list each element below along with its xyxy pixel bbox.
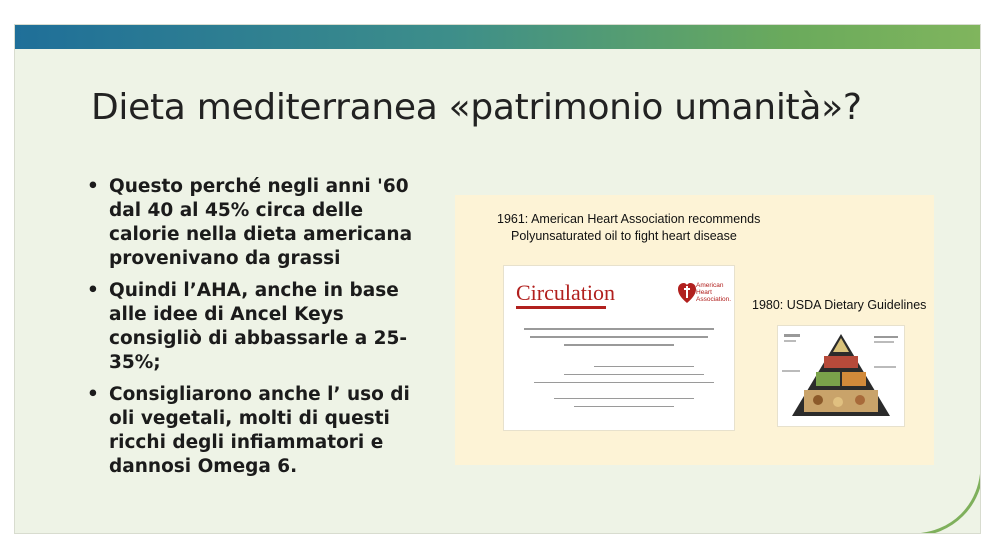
slide-title: Dieta mediterranea «patrimonio umanità»?: [91, 87, 862, 128]
bullet-text: Quindi l’AHA, anche in base alle idee di Ancel Keys consigliò di abbassarle a 25-35%;: [109, 280, 408, 373]
paper-text-line: [554, 398, 694, 399]
paper-text-line: [564, 344, 674, 346]
food-pyramid-icon: [778, 326, 904, 426]
bullet-item: [87, 383, 437, 479]
paper-text-line: [594, 366, 694, 367]
aha-caption-line: Polyunsaturated oil to fight heart disease: [511, 229, 737, 243]
aha-caption-line: 1961: American Heart Association recommends: [497, 212, 761, 226]
bullet-icon: •: [87, 384, 99, 405]
paper-text-line: [534, 382, 714, 383]
bullet-text: Consigliarono anche l’ uso di oli vegetali, molti di questi ricchi degli infiammatori e dannosi Omega 6.: [109, 384, 410, 477]
aha-caption: [497, 211, 817, 245]
slide: [14, 24, 981, 534]
bullet-icon: •: [87, 176, 99, 197]
paper-text-line: [530, 336, 708, 338]
bullet-item: [87, 279, 437, 375]
header-gradient-bar: [15, 25, 980, 49]
usda-caption: 1980: USDA Dietary Guidelines: [752, 298, 927, 312]
food-pyramid-image: [777, 325, 905, 427]
bullet-item: [87, 175, 437, 271]
journal-underline: [516, 306, 606, 309]
circulation-paper-image: [503, 265, 735, 431]
paper-text-line: [524, 328, 714, 330]
bullet-text: Questo perché negli anni '60 dal 40 al 45% circa delle calorie nella dieta americana provenivano da grassi: [109, 176, 413, 269]
heart-torch-logo-icon: [678, 282, 696, 304]
journal-title: Circulation: [516, 280, 615, 305]
paper-text-line: [564, 374, 704, 375]
illustration-panel: [455, 195, 934, 465]
bullet-list: [87, 175, 437, 487]
bullet-icon: •: [87, 280, 99, 301]
paper-text-line: [574, 406, 674, 407]
aha-logo-text: American Heart Association.: [696, 282, 732, 303]
corner-curve-decoration: [912, 465, 981, 534]
